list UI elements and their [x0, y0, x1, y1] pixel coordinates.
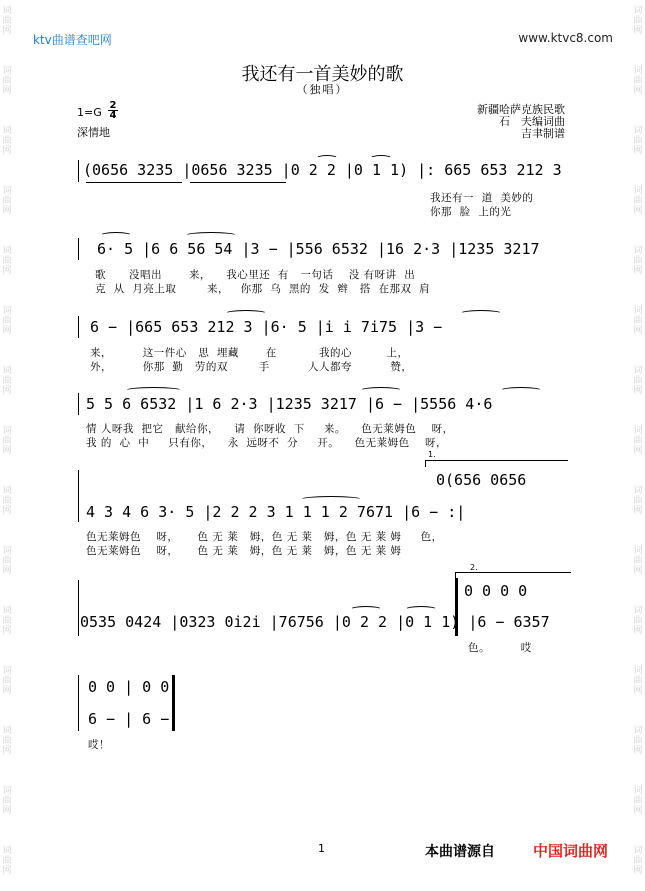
watermark-glyph: 网: [2, 866, 12, 876]
volta-2-bracket: [455, 572, 571, 579]
row4-tie: [125, 387, 182, 394]
watermark-glyph: 曲: [633, 556, 643, 566]
row7-lyric: 哎！: [88, 739, 110, 751]
watermark-glyph: 曲: [2, 856, 12, 866]
watermark-glyph: 网: [633, 146, 643, 156]
row5-tie: [300, 496, 362, 503]
row1-notation: (0656 3235 |0656 3235 |0 2 2 |0 1 1) |: 665 653 212 3: [83, 161, 562, 179]
tempo-marking: 深情地: [77, 126, 110, 139]
row2-tie-2: [185, 232, 237, 239]
row4-start-bar: [78, 393, 79, 415]
watermark-glyph: 词: [2, 306, 12, 316]
row3-lyric-verse1: 来， 这一件心 思 埋藏 在 我的心 上，: [90, 347, 409, 359]
watermark-glyph: 曲: [633, 736, 643, 746]
row2-lyric-verse1: 歌 没唱出 来， 我心里还 有 一句话 没 有呀讲 出: [95, 269, 416, 281]
row4-tie-2: [360, 387, 402, 394]
time-sig-top: 2: [109, 100, 117, 111]
watermark-glyph: 曲: [2, 316, 12, 326]
watermark-glyph: 网: [2, 206, 12, 216]
watermark-glyph: 词: [2, 6, 12, 16]
watermark-glyph: 网: [2, 566, 12, 576]
watermark-glyph: 网: [633, 866, 643, 876]
watermark-glyph: 曲: [2, 496, 12, 506]
watermark-glyph: 曲: [633, 76, 643, 86]
row2-start-bar: [78, 238, 79, 260]
footer-brand-link[interactable]: 中国词曲网: [532, 842, 608, 860]
watermark-glyph: 网: [2, 146, 12, 156]
watermark-glyph: 曲: [633, 376, 643, 386]
watermark-glyph: 词: [633, 546, 643, 556]
right-watermark-column: [631, 0, 645, 891]
watermark-glyph: 词: [2, 666, 12, 676]
watermark-glyph: 曲: [2, 616, 12, 626]
volta-1-bracket: [425, 460, 568, 467]
row5-start-bar: [78, 470, 79, 522]
watermark-glyph: 网: [2, 266, 12, 276]
credit-composer: 石 夫编词曲: [499, 115, 565, 128]
watermark-glyph: 曲: [2, 796, 12, 806]
credit-origin: 新疆哈萨克族民歌: [477, 103, 565, 116]
watermark-glyph: 曲: [2, 676, 12, 686]
watermark-glyph: 词: [2, 186, 12, 196]
watermark-glyph: 曲: [633, 256, 643, 266]
watermark-glyph: 曲: [2, 736, 12, 746]
row1-tie: [316, 155, 338, 162]
watermark-glyph: 词: [633, 306, 643, 316]
row2-notation: 6· 5 |6 6 56 54 |3 − |556 6532 |16 2·3 |1235 3217: [97, 240, 540, 258]
watermark-glyph: 曲: [2, 136, 12, 146]
watermark-glyph: 词: [2, 486, 12, 496]
watermark-glyph: 词: [633, 846, 643, 856]
watermark-glyph: 曲: [2, 76, 12, 86]
watermark-glyph: 网: [633, 746, 643, 756]
footer-source-label: 本曲谱源自: [425, 844, 495, 860]
watermark-glyph: 网: [633, 326, 643, 336]
watermark-glyph: 网: [633, 206, 643, 216]
row1-lyric-verse2: 你那 脸 上的光: [430, 206, 512, 218]
watermark-glyph: 网: [633, 386, 643, 396]
watermark-glyph: 曲: [633, 316, 643, 326]
row7-final-bar: [172, 675, 175, 731]
watermark-glyph: 曲: [633, 496, 643, 506]
watermark-glyph: 网: [2, 386, 12, 396]
watermark-glyph: 词: [2, 846, 12, 856]
credit-transcriber: 吉聿制谱: [521, 127, 565, 140]
watermark-glyph: 网: [2, 506, 12, 516]
row5-notation: 4 3 4 6 3· 5 |2 2 2 3 1 1 1 2 7671 |6 − :|: [86, 503, 466, 521]
watermark-glyph: 词: [2, 546, 12, 556]
watermark-glyph: 网: [2, 326, 12, 336]
watermark-glyph: 词: [633, 246, 643, 256]
watermark-glyph: 网: [633, 626, 643, 636]
watermark-glyph: 词: [633, 6, 643, 16]
watermark-glyph: 曲: [2, 196, 12, 206]
watermark-glyph: 词: [2, 606, 12, 616]
watermark-glyph: 词: [2, 246, 12, 256]
watermark-glyph: 词: [633, 426, 643, 436]
watermark-glyph: 词: [2, 726, 12, 736]
row4-notation: 5 5 6 6532 |1 6 2·3 |1235 3217 |6 − |5556 4·6: [86, 395, 493, 413]
volta-2-notation: 0 0 0 0: [464, 582, 528, 600]
watermark-glyph: 曲: [633, 196, 643, 206]
watermark-glyph: 词: [2, 786, 12, 796]
watermark-glyph: 网: [633, 26, 643, 36]
row1-start-bar: [78, 160, 79, 182]
watermark-glyph: 曲: [2, 436, 12, 446]
watermark-glyph: 词: [633, 786, 643, 796]
row6-tie: [350, 606, 382, 613]
watermark-glyph: 网: [2, 626, 12, 636]
watermark-glyph: 词: [2, 126, 12, 136]
row3-notation: 6 − |665 653 212 3 |6· 5 |i i 7i75 |3 −: [90, 318, 443, 336]
row6-start-bar: [78, 580, 79, 636]
row7-notation-bottom: 6 − | 6 −: [88, 710, 170, 728]
watermark-glyph: 词: [633, 126, 643, 136]
watermark-glyph: 词: [633, 186, 643, 196]
watermark-glyph: 词: [633, 666, 643, 676]
row3-lyric-verse2: 外， 你那 勤 劳的双 手 人人都夸 赞，: [90, 361, 413, 373]
watermark-glyph: 曲: [2, 256, 12, 266]
watermark-glyph: 词: [2, 66, 12, 76]
time-signature: [108, 101, 118, 120]
time-sig-bottom: 4: [109, 110, 117, 121]
watermark-glyph: 曲: [2, 556, 12, 566]
row6-tie-2: [405, 606, 437, 613]
watermark-glyph: 网: [2, 746, 12, 756]
watermark-glyph: 网: [2, 26, 12, 36]
row2-lyric-verse2: 克 从 月亮上取 来， 你那 乌 黑的 发 辫 搭 在那双 肩: [95, 283, 431, 295]
row3-tie: [225, 310, 267, 317]
row4-tie-3: [500, 387, 542, 394]
watermark-glyph: 网: [633, 566, 643, 576]
watermark-glyph: 网: [2, 806, 12, 816]
watermark-glyph: 网: [633, 686, 643, 696]
row4-lyric-verse1: 情 人呀我 把它 献给你， 请 你呀收 下 来。 色无莱姆色 呀，: [86, 423, 454, 435]
watermark-glyph: 网: [633, 266, 643, 276]
watermark-glyph: 网: [2, 86, 12, 96]
watermark-glyph: 曲: [633, 436, 643, 446]
site-name-left: ktv曲谱查吧网: [33, 33, 112, 47]
song-title: 我还有一首美妙的歌: [241, 64, 404, 85]
watermark-glyph: 网: [633, 86, 643, 96]
watermark-glyph: 曲: [2, 16, 12, 26]
row3-start-bar: [78, 316, 79, 338]
watermark-glyph: 网: [633, 506, 643, 516]
volta-1-notation: 0(656 0656: [436, 471, 527, 489]
watermark-glyph: 曲: [633, 136, 643, 146]
row7-notation-top: 0 0 | 0 0: [88, 678, 170, 696]
row4-lyric-verse2: 我 的 心 中 只有你， 永 远呀不 分 开。 色无莱姆色 呀，: [86, 437, 447, 449]
song-subtitle: （独唱）: [296, 83, 349, 96]
watermark-glyph: 网: [2, 446, 12, 456]
watermark-glyph: 词: [633, 486, 643, 496]
row1-lyric-verse1: 我还有一 道 美妙的: [430, 192, 534, 204]
watermark-glyph: 曲: [633, 856, 643, 866]
row7-start-bar: [78, 675, 79, 731]
row5-lyric-verse1: 色无莱姆色 呀， 色 无 莱 姆，色 无 莱 姆，色 无 莱 姆 色，: [86, 531, 443, 543]
site-url-right: www.ktvc8.com: [518, 31, 613, 45]
volta-2-label: 2.: [470, 563, 478, 572]
watermark-glyph: 曲: [633, 796, 643, 806]
watermark-glyph: 曲: [2, 376, 12, 386]
row6-notation: 0535 0424 |0323 0i2i |76756 |0 2 2 |0 1 1) |6 − 6357: [80, 613, 550, 631]
watermark-glyph: 词: [2, 426, 12, 436]
row3-tie-2: [460, 310, 502, 317]
key-signature: 1=G: [77, 106, 102, 119]
row6-lyric: 色。 哎: [468, 642, 532, 654]
watermark-glyph: 曲: [633, 16, 643, 26]
row5-lyric-verse2: 色无莱姆色 呀， 色 无 莱 姆，色 无 莱 姆，色 无 莱 姆: [86, 545, 402, 557]
page-number: 1: [318, 842, 325, 855]
watermark-glyph: 网: [633, 446, 643, 456]
watermark-glyph: 网: [633, 806, 643, 816]
watermark-glyph: 词: [633, 366, 643, 376]
watermark-glyph: 词: [633, 66, 643, 76]
row1-beam-2: [190, 182, 286, 183]
row1-beam: [86, 182, 182, 183]
watermark-glyph: 词: [2, 366, 12, 376]
volta-1-label: 1.: [428, 450, 436, 459]
row2-tie: [100, 232, 132, 239]
watermark-glyph: 网: [2, 686, 12, 696]
left-watermark-column: [0, 0, 14, 891]
row1-tie-2: [370, 155, 392, 162]
watermark-glyph: 词: [633, 726, 643, 736]
watermark-glyph: 曲: [633, 616, 643, 626]
watermark-glyph: 曲: [633, 676, 643, 686]
watermark-glyph: 词: [633, 606, 643, 616]
